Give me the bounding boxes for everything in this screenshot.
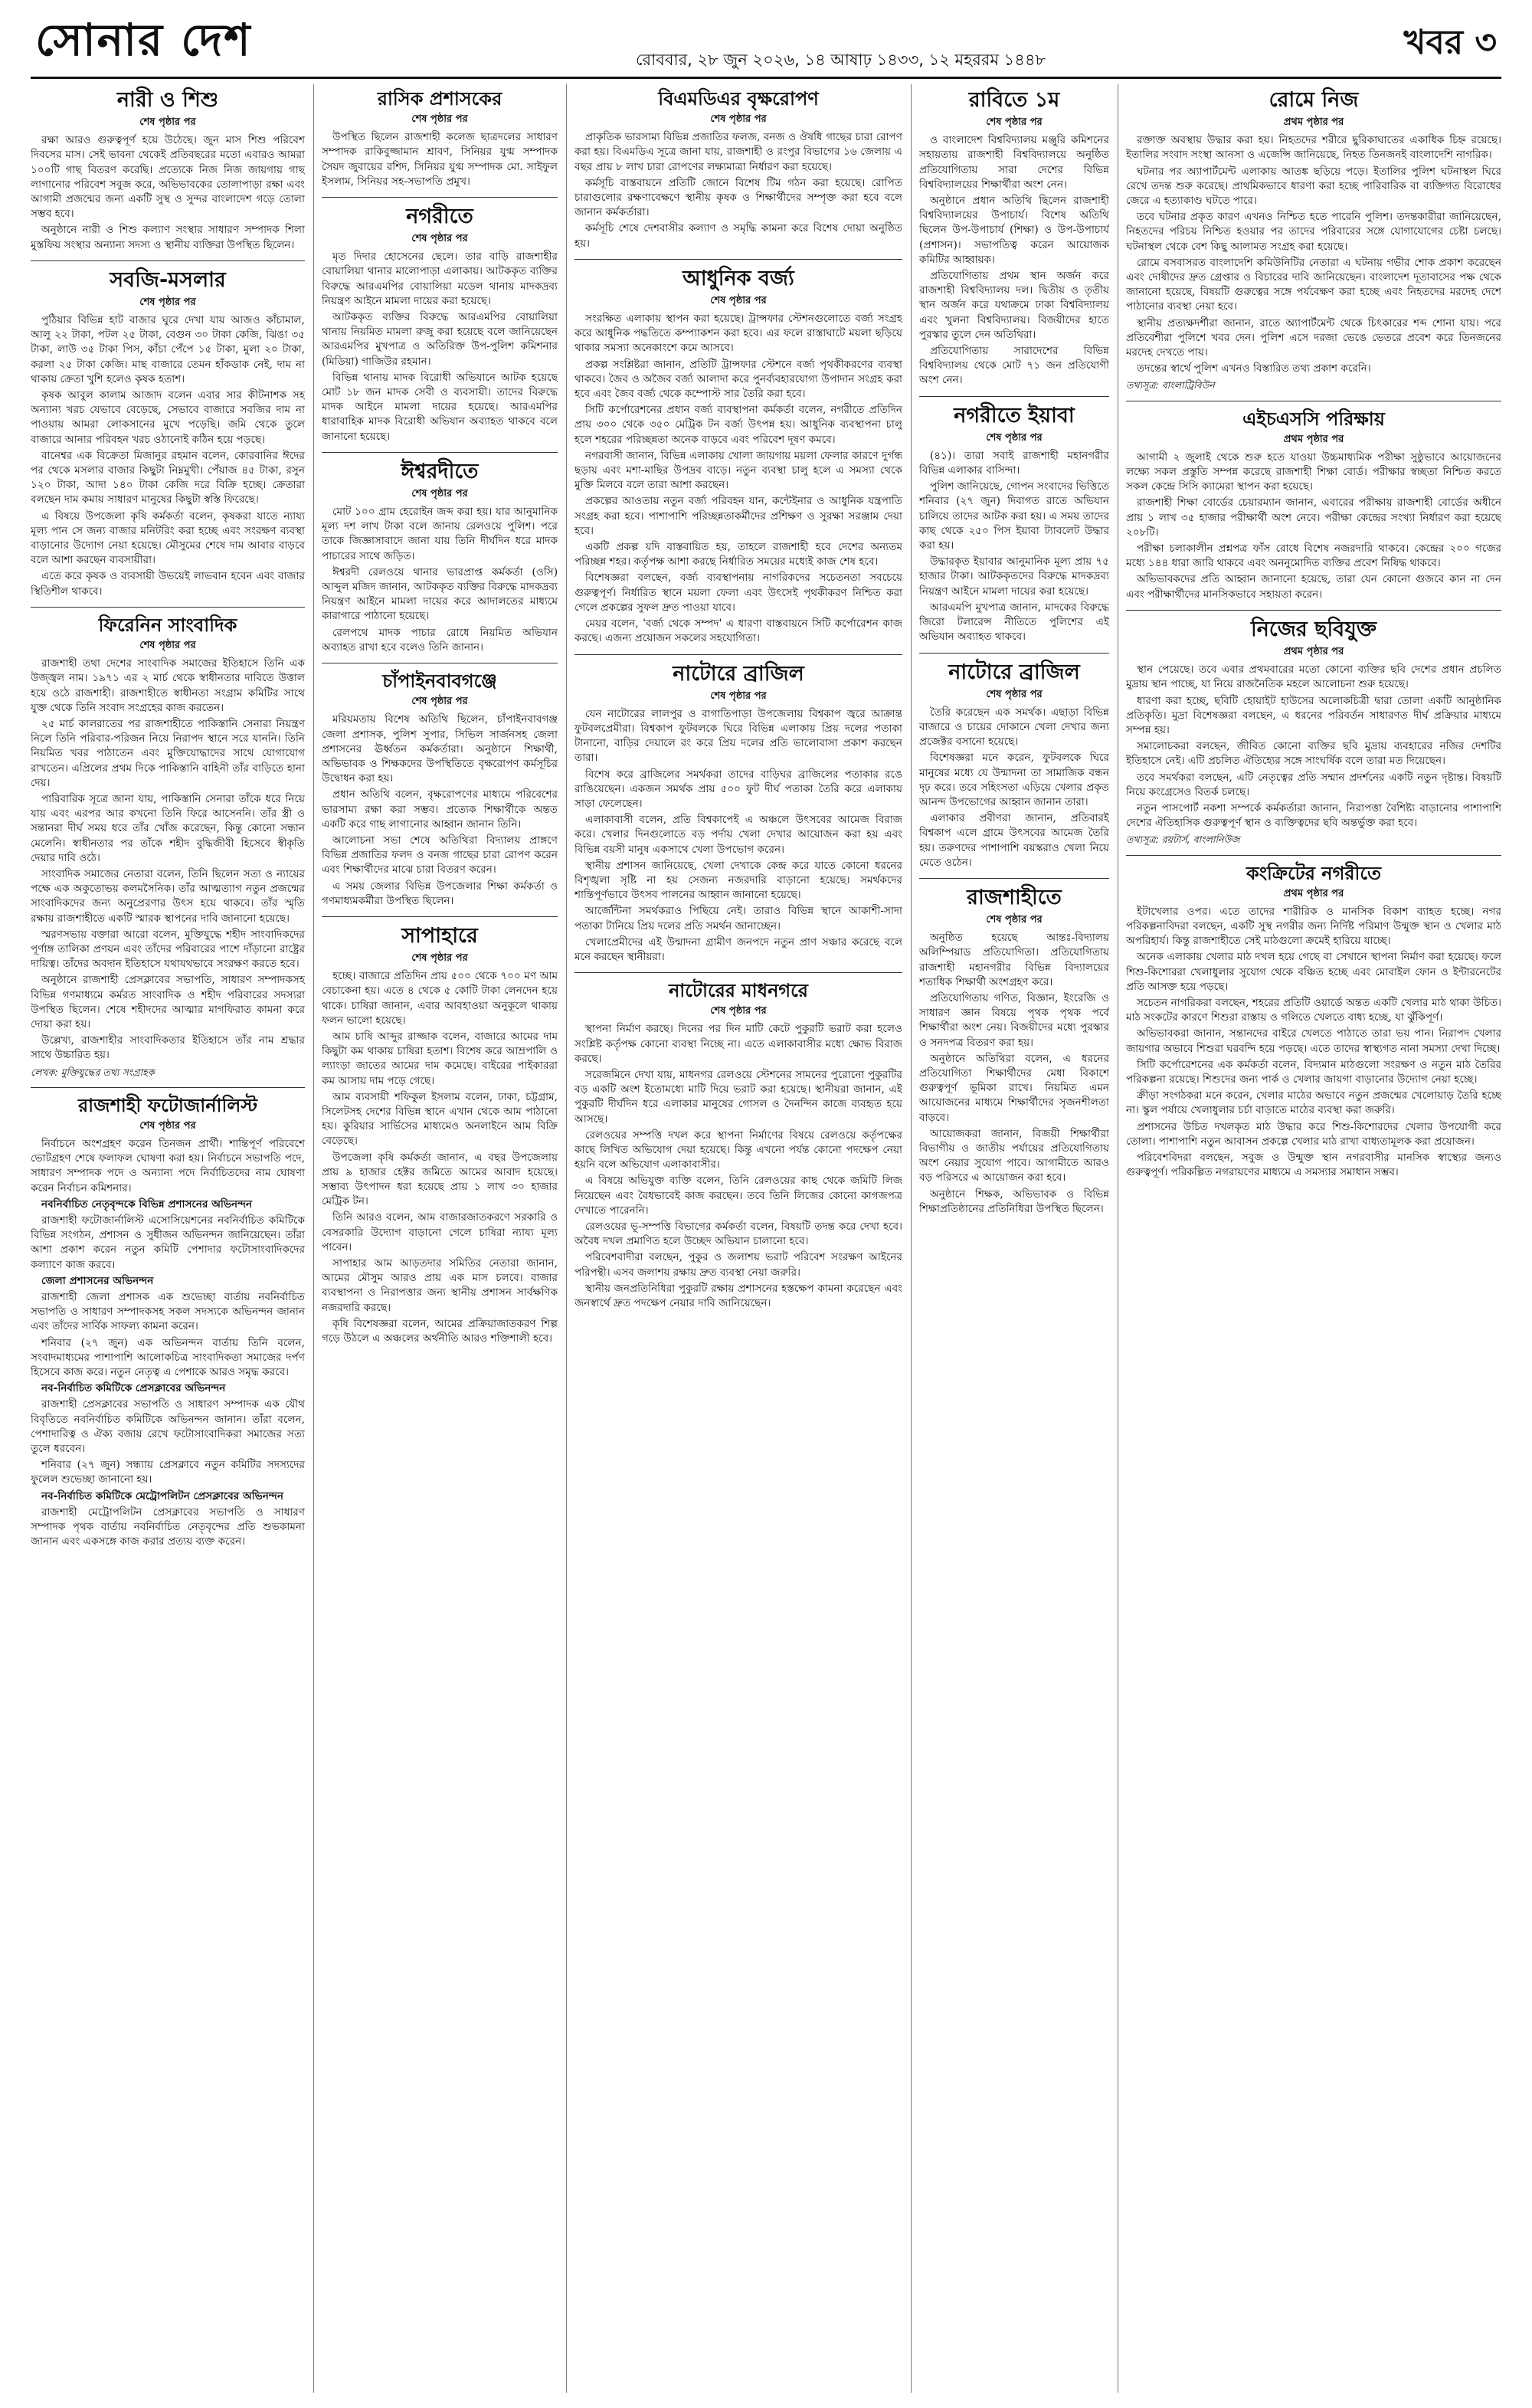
story-paragraph: আম ব্যবসায়ী শফিকুল ইসলাম বলেন, ঢাকা, চট্টগ্রাম, সিলেটসহ দেশের বিভিন্ন স্থানে এখান থেকে আম পাঠানো হয়। কুরিয়ার সার্ভিসের মাধ্যমেও অনলাইনে আম বিক্রি বেড়েছে। <box>322 1090 558 1148</box>
story-paragraph: পুঠিয়ার বিভিন্ন হাট বাজার ঘুরে দেখা যায় আজও কাঁচামাল, আলু ২২ টাকা, পটল ২৫ টাকা, বেগুন ৩০ টাকা কেজি, ঝিঙা ৩৫ টাকা, লাউ ৩৫ টাকা পিস, কাঁচা পেঁপে ১৫ টাকা, মুলা ২০ টাকা, করলা ২৫ টাকা কেজি। মাছ বাজারে তেমন হাঁকডাক নেই, দাম না থাকায় ক্রেতা খুশি হলেও কৃষক হতাশ। <box>31 314 305 385</box>
story-paragraph: নগরবাসী জানান, বিভিন্ন এলাকায় খোলা জায়গায় ময়লা ফেলার কারণে দুর্গন্ধ ছড়ায় এবং মশা-মাছির উপদ্রব বাড়ে। নতুন ব্যবস্থা চালু হলে এ সমস্যা থেকে মুক্তি মিলবে বলে তারা আশা করছেন। <box>574 449 902 492</box>
story-paragraph: (৪১)। তারা সবাই রাজশাহী মহানগরীর বিভিন্ন এলাকার বাসিন্দা। <box>919 449 1109 477</box>
story-paragraph: প্রাকৃতিক ভারসাম্য বিভিন্ন প্রজাতির ফলজ, বনজ ও ঔষধি গাছের চারা রোপণ করা হয়। বিএমডিএ সূত্রে জানা যায়, রাজশাহী ও রংপুর বিভাগের ১৬ জেলায় এ বছর প্রায় ৮ লাখ চারা রোপণের লক্ষ্যমাত্রা নির্ধারণ করা হয়েছে। <box>574 131 902 173</box>
continuation-note: শেষ পৃষ্ঠার পর <box>411 113 468 125</box>
news-story <box>322 663 558 909</box>
story-paragraph: রেলপথে মাদক পাচার রোধে নিয়মিত অভিযান অব্যাহত রাখা হবে বলেও তিনি জানান। <box>322 626 558 654</box>
story-separator <box>322 197 558 198</box>
news-story <box>322 916 558 1346</box>
story-paragraph: আরএমপি মুখপাত্র জানান, মাদকের বিরুদ্ধে জিরো টলারেন্স নীতিতে পুলিশের এই অভিযান অব্যাহত থাকবে। <box>919 601 1109 644</box>
story-paragraph: এলাকার প্রবীণরা জানান, প্রতিবারই বিশ্বকাপ এলে গ্রামে উৎসবের আমেজ তৈরি হয়। তরুণদের পাশাপাশি বয়স্করাও খেলা নিয়ে মেতে ওঠেন। <box>919 812 1109 869</box>
story-paragraph: প্রকল্প সংশ্লিষ্টরা জানান, প্রতিটি ট্রান্সফার স্টেশনে বর্জ্য পৃথকীকরণের ব্যবস্থা থাকবে। জৈব ও অজৈব বর্জ্য আলাদা করে পুনর্ব্যবহারযোগ্য উপাদান সংগ্রহ করা হবে এবং জৈব বর্জ্য থেকে কম্পোস্ট সার তৈরি করা হবে। <box>574 358 902 401</box>
news-story <box>322 452 558 655</box>
story-paragraph: শনিবার (২৭ জুন) এক অভিনন্দন বার্তায় তিনি বলেন, সংবাদমাধ্যমের পাশাপাশি আলোকচিত্র সাংবাদিকতা সমাজের দর্পণ হিসেবে কাজ করে। নতুন নেতৃত্ব এ পেশাকে আরও সমৃদ্ধ করবে। <box>31 1336 305 1379</box>
story-separator <box>1126 610 1501 611</box>
column-2 <box>322 84 558 2393</box>
story-paragraph: অনুষ্ঠানে নারী ও শিশু কল্যাণ সংস্থার সাধারণ সম্পাদক শিলা মুস্তফিয় সংস্থার অন্যান্য সদস্য ও স্থানীয় ব্যক্তিরা উপস্থিত ছিলেন। <box>31 224 305 251</box>
continuation-note: শেষ পৃষ্ঠার পর <box>139 296 196 308</box>
story-paragraph: হচ্ছে। বাজারে প্রতিদিন প্রায় ৫০০ থেকে ৭০০ মণ আম বেচাকেনা হয়। এতে ৪ থেকে ৫ কোটি টাকা লেনদেন হয়ে থাকে। চাষিরা জানান, এবার আবহাওয়া অনুকূলে থাকায় ফলন ভালো হয়েছে। <box>322 970 558 1027</box>
story-paragraph: রেলওয়ের সম্পত্তি দখল করে স্থাপনা নির্মাণের বিষয়ে রেলওয়ে কর্তৃপক্ষের কাছে লিখিত অভিযোগ দেয়া হয়েছে। কিন্তু এখনো পর্যন্ত কোনো পদক্ষেপ নেয়া হয়নি বলে অভিযোগ এলাকাবাসীর। <box>574 1129 902 1171</box>
story-separator <box>574 654 902 655</box>
story-headline: ঈশ্বরদীতে <box>401 459 479 483</box>
masthead <box>31 0 1501 79</box>
story-paragraph: রাজশাহী মেট্রোপলিটন প্রেসক্লাবের সভাপতি ও সাধারণ সম্পাদক পৃথক বার্তায় নবনির্বাচিত নেতৃবৃন্দের প্রতি শুভকামনা জানান এবং একসঙ্গে কাজ করার প্রত্যয় ব্যক্ত করেন। <box>31 1505 305 1548</box>
story-paragraph: খেলাপ্রেমীদের এই উন্মাদনা গ্রামীণ জনপদে নতুন প্রাণ সঞ্চার করেছে বলে মনে করছেন স্থানীয়রা। <box>574 935 902 963</box>
news-story <box>574 972 902 1311</box>
story-paragraph: তৈরি করেছেন এক সমর্থক। এছাড়া বিভিন্ন বাজারে ও চায়ের দোকানে খেলা দেখার জন্য প্রজেক্টর বসানো হয়েছে। <box>919 706 1109 749</box>
story-paragraph: রাজশাহী তথা দেশের সাংবাদিক সমাজের ইতিহাসে তিনি এক উজ্জ্বল নাম। ১৯৭১ এর ২ মার্চ থেকে স্বাধীনতার দাবিতে উত্তাল হয়ে ওঠে রাজশাহী। রাজশাহীতে স্বাধীনতা সংগ্রাম কমিটির সাথে যুক্ত থেকে তিনি সংবাদ সংগ্রহের কাজ করতেন। <box>31 657 305 714</box>
story-paragraph: স্থাপনা নির্মাণ করছে। দিনের পর দিন মাটি কেটে পুকুরটি ভরাট করা হলেও সংশ্লিষ্ট কর্তৃপক্ষ কোনো ব্যবস্থা নিচ্ছে না। এতে এলাকাবাসীর মধ্যে ক্ষোভ বিরাজ করছে। <box>574 1023 902 1065</box>
column-divider <box>313 84 314 2393</box>
story-paragraph: রক্তাক্ত অবস্থায় উদ্ধার করা হয়। নিহতদের শরীরে ছুরিকাঘাতের একাধিক চিহ্ন রয়েছে। ইতালির সংবাদ সংস্থা আনসা ও এজেন্সি জানিয়েছে, নিহত তিনজনই বাংলাদেশি নাগরিক। <box>1126 134 1501 162</box>
story-paragraph: আটককৃত ব্যক্তির বিরুদ্ধে আরএমপির বোয়ালিয়া থানায় নিয়মিত মামলা রুজু করা হয়েছে বলে জানিয়েছেন আরএমপির মুখপাত্র ও অতিরিক্ত উপ-পুলিশ কমিশনার (মিডিয়া) গাজিউর রহমান। <box>322 311 558 368</box>
story-paragraph: তবে ঘটনার প্রকৃত কারণ এখনও নিশ্চিত হতে পারেনি পুলিশ। তদন্তকারীরা জানিয়েছেন, নিহতদের পরিচয় নিশ্চিত হওয়ার পর তাদের পরিবারের সঙ্গে যোগাযোগের চেষ্টা চলছে। ঘটনাস্থল থেকে বেশ কিছু আলামত সংগ্রহ করা হয়েছে। <box>1126 211 1501 253</box>
story-paragraph: নতুন পাসপোর্ট নকশা সম্পর্কে কর্মকর্তারা জানান, নিরাপত্তা বৈশিষ্ট্য বাড়ানোর পাশাপাশি দেশের ঐতিহাসিক গুরুত্বপূর্ণ স্থান ও ব্যক্তিত্বদের ছবি অন্তর্ভুক্ত করা হবে। <box>1126 801 1501 830</box>
continuation-note: শেষ পৃষ্ঠার পর <box>139 116 196 128</box>
continuation-note: শেষ পৃষ্ঠার পর <box>139 639 196 651</box>
story-paragraph: পরিবেশবিদরা বলছেন, সবুজ ও উন্মুক্ত স্থান নগরবাসীর মানসিক স্বাস্থ্যের জন্যও গুরুত্বপূর্ণ। পরিকল্পিত নগরায়ণের মাধ্যমে এ সমস্যার সমাধান সম্ভব। <box>1126 1151 1501 1179</box>
story-paragraph: অনুষ্ঠানে রাজশাহী প্রেসক্লাবের সভাপতি, সাধারণ সম্পাদকসহ বিভিন্ন গণমাধ্যমে কর্মরত সাংবাদিক ও শহীদ পরিবারের সদস্যরা উপস্থিত ছিলেন। শেষে শহীদদের আত্মার মাগফিরাত কামনা করে দোয়া করা হয়। <box>31 974 305 1030</box>
story-separator <box>919 396 1109 397</box>
story-paragraph: নির্বাচনে অংশগ্রহণ করেন তিনজন প্রার্থী। শান্তিপূর্ণ পরিবেশে ভোটগ্রহণ শেষে ফলাফল ঘোষণা করা হয়। নির্বাচনে সভাপতি পদে, সাধারণ সম্পাদক পদে ও অন্যান্য পদে নির্বাচিতদের নাম ঘোষণা করেন নির্বাচন কমিশনার। <box>31 1137 305 1194</box>
story-paragraph: সংরক্ষিত এলাকায় স্থাপন করা হয়েছে। ট্রান্সফার স্টেশনগুলোতে বর্জ্য সংগ্রহ করে আধুনিক পদ্ধতিতে কম্প্যাকশন করা হবে। এর ফলে রাস্তাঘাটে ময়লা ছড়িয়ে থাকার সমস্যা অনেকাংশে কমে আসবে। <box>574 313 902 355</box>
story-paragraph: রাজশাহী ফটোজার্নালিস্ট এসোসিয়েশনের নবনির্বাচিত কমিটিকে বিভিন্ন সংগঠন, প্রশাসন ও সুধীজন অভিনন্দন জানিয়েছেন। তাঁরা আশা প্রকাশ করেন নতুন কমিটি পেশাদার ফটোসাংবাদিকদের কল্যাণে কাজ করবে। <box>31 1214 305 1271</box>
story-headline: সাপাহারে <box>401 923 478 948</box>
story-headline: কংক্রিটের নগরীতে <box>1246 862 1382 884</box>
story-paragraph: বানেশ্বর এক বিক্রেতা মিজানুর রহমান বলেন, কোরবানির ঈদের পর থেকে মসলার বাজার কিছুটা নিম্নমুখী। পেঁয়াজ ৪৫ টাকা, রসুন ১২০ টাকা, আদা ১৪০ টাকা কেজি দরে বিক্রি হচ্ছে। ক্রেতারা বলছেন দাম কমায় সাধারণ মানুষের কিছুটা স্বস্তি ফিরেছে। <box>31 449 305 506</box>
story-paragraph: এলাকাবাসী বলেন, প্রতি বিশ্বকাপেই এ অঞ্চলে উৎসবের আমেজ বিরাজ করে। খেলার দিনগুলোতে বড় পর্দায় খেলা দেখার আয়োজন করা হয় এবং বিভিন্ন বয়সী মানুষ একসাথে খেলা উপভোগ করেন। <box>574 814 902 856</box>
continuation-note: শেষ পৃষ্ঠার পর <box>411 487 468 500</box>
column-1 <box>31 84 305 2393</box>
story-paragraph: তদন্তের স্বার্থে পুলিশ এখনও বিস্তারিত তথ্য প্রকাশ করেনি। <box>1137 362 1371 375</box>
story-paragraph: কৃষক আবুল কালাম আজাদ বলেন এবার সার কীটনাশক সহ অন্যান্য খরচ যেভাবে বেড়েছে, সেভাবে বাজারে সবজির দাম না পাওয়ায় আমরা লোকসানের মুখে পড়েছি। জমি থেকে তুলে বাজারে আনার পরিবহন খরচ ওঠানোই কঠিন হয়ে পড়ছে। <box>31 389 305 446</box>
news-story <box>1126 401 1501 602</box>
news-story <box>31 1087 305 1550</box>
story-paragraph: যেন নাটোরের লালপুর ও বাগাতিপাড়া উপজেলায় বিশ্বকাপ জ্বরে আক্রান্ত ফুটবলপ্রেমীরা। বিশ্বকাপ ফুটবলকে ঘিরে বিভিন্ন এলাকায় প্রিয় দলের পতাকা টানানো, বাড়ির দেয়ালে রং করে প্রিয় দলের প্রতি ভালোবাসা প্রকাশ করছেন তারা। <box>574 707 902 765</box>
story-paragraph: উপস্থিত ছিলেন রাজশাহী কলেজ ছাত্রদলের সাধারণ সম্পাদক রাকিবুজ্জামান শ্রাবণ, সিনিয়র যুগ্ম সম্পাদক সৈয়দ জুবায়ের রশিদ, সিনিয়র যুগ্ম সম্পাদক মো. সাইফুল ইসলাম, সিনিয়র সহ-সভাপতি প্রমুখ। <box>322 131 558 188</box>
news-story <box>322 87 558 189</box>
story-headline: ফিরেনিন সাংবাদিক <box>98 614 237 636</box>
story-paragraph: অনুষ্ঠানে শিক্ষক, অভিভাবক ও বিভিন্ন শিক্ষাপ্রতিষ্ঠানের প্রতিনিধিরা উপস্থিত ছিলেন। <box>919 1188 1109 1215</box>
story-paragraph: এ সময় জেলার বিভিন্ন উপজেলার শিক্ষা কর্মকর্তা ও গণমাধ্যমকর্মীরা উপস্থিত ছিলেন। <box>322 880 558 907</box>
story-headline: আধুনিক বর্জ্য <box>683 266 794 290</box>
news-story <box>31 260 305 599</box>
newspaper-logo: সোনার দেশ <box>35 14 252 66</box>
story-paragraph: প্রধান অতিথি বলেন, বৃক্ষরোপণের মাধ্যমে পরিবেশের ভারসাম্য রক্ষা করা সম্ভব। প্রত্যেক শিক্ষার্থীকে অন্তত একটি করে গাছ লাগানোর আহ্বান জানান তিনি। <box>322 788 558 831</box>
story-paragraph: কৃষি বিশেষজ্ঞরা বলেন, আমের প্রক্রিয়াজাতকরণ শিল্প গড়ে উঠলে এ অঞ্চলের অর্থনীতি আরও শক্তিশালী হবে। <box>322 1317 558 1345</box>
story-paragraph: বিভিন্ন থানায় মাদক বিরোধী অভিযানে আটক হয়েছে মোট ১৮ জন মাদক সেবী ও ব্যবসায়ী। তাদের বিরুদ্ধে মাদক আইনে মামলা দায়ের হয়েছে। আরএমপির ধারাবাহিক মাদক বিরোধী অভিযান অব্যাহত থাকবে বলে জানানো হয়েছে। <box>322 371 558 443</box>
story-paragraph: বিশেষজ্ঞরা বলছেন, বর্জ্য ব্যবস্থাপনায় নাগরিকদের সচেতনতা সবচেয়ে গুরুত্বপূর্ণ। নির্ধারিত স্থানে ময়লা ফেলা এবং উৎসেই পৃথকীকরণ নিশ্চিত করা গেলে প্রকল্পের সুফল দ্রুত পাওয়া যাবে। <box>574 572 902 614</box>
story-subhead: জেলা প্রশাসনের অভিনন্দন <box>41 1274 154 1287</box>
story-source: তথ্যসূত্র: রয়টার্স, বাংলানিউজ <box>1126 834 1240 846</box>
story-paragraph: অনুষ্ঠিত হয়েছে আন্তঃ-বিদ্যালয় অলিম্পিয়াড প্রতিযোগিতা। প্রতিযোগিতায় রাজশাহী মহানগরীর বিভিন্ন বিদ্যালয়ের শতাধিক শিক্ষার্থী অংশগ্রহণ করে। <box>919 932 1109 988</box>
story-paragraph: প্রতিযোগিতায় প্রথম স্থান অর্জন করে রাজশাহী বিশ্ববিদ্যালয় দল। দ্বিতীয় ও তৃতীয় স্থান অর্জন করে যথাক্রমে ঢাকা বিশ্ববিদ্যালয় এবং খুলনা বিশ্ববিদ্যালয়। বিজয়ীদের হাতে পুরস্কার তুলে দেন অতিথিরা। <box>919 270 1109 341</box>
story-paragraph: সাংবাদিক সমাজের নেতারা বলেন, তিনি ছিলেন সত্য ও ন্যায়ের পক্ষে এক অকুতোভয় কলমসৈনিক। তাঁর আত্মত্যাগ নতুন প্রজন্মের সাংবাদিকদের জন্য অনুপ্রেরণার উৎস হয়ে থাকবে। তাঁর স্মৃতি রক্ষায় রাজশাহীতে একটি স্মারক স্থাপনের দাবি জানানো হয়েছে। <box>31 867 305 925</box>
story-paragraph: ইটাখেলার ওপর। এতে তাদের শারীরিক ও মানসিক বিকাশ ব্যাহত হচ্ছে। নগর পরিকল্পনাবিদরা বলছেন, একটি সুস্থ নগরীর জন্য নির্দিষ্ট পরিমাণ উন্মুক্ত স্থান ও খেলার মাঠ অপরিহার্য। কিন্তু রাজশাহীতে সেই মাঠগুলো ক্রমেই হারিয়ে যাচ্ছে। <box>1126 905 1501 948</box>
story-subhead: নবনির্বাচিত নেতৃবৃন্দকে বিভিন্ন প্রশাসনের অভিনন্দন <box>41 1197 253 1211</box>
news-story <box>1126 855 1501 1181</box>
story-headline: নাটোরে ব্রাজিল <box>673 661 804 686</box>
story-paragraph: অভিভাবকদের প্রতি আহ্বান জানানো হয়েছে, তারা যেন কোনো গুজবে কান না দেন এবং পরীক্ষার্থীদের মানসিকভাবে সহায়তা করেন। <box>1126 573 1501 601</box>
story-paragraph: বিশেষজ্ঞরা মনে করেন, ফুটবলকে ঘিরে মানুষের মধ্যে যে উন্মাদনা তা সামাজিক বন্ধন দৃঢ় করে। তবে সহিংসতা এড়িয়ে খেলার প্রকৃত আনন্দ উপভোগের আহ্বান জানান তারা। <box>919 752 1109 808</box>
news-story <box>1126 87 1501 393</box>
story-paragraph: পরীক্ষা চলাকালীন প্রশ্নপত্র ফাঁস রোধে বিশেষ নজরদারি থাকবে। কেন্দ্রের ২০০ গজের মধ্যে ১৪৪ ধারা জারি থাকবে এবং অননুমোদিত ব্যক্তির প্রবেশ নিষিদ্ধ থাকবে। <box>1126 542 1501 570</box>
continuation-note: প্রথম পৃষ্ঠার পর <box>1283 433 1344 445</box>
story-headline: নাটোরে ব্রাজিল <box>948 660 1080 684</box>
story-paragraph: ঘটনার পর অ্যাপার্টমেন্ট এলাকায় আতঙ্ক ছড়িয়ে পড়ে। ইতালির পুলিশ ঘটনাস্থল ঘিরে রেখে তদন্ত শুরু করেছে। প্রাথমিকভাবে ধারণা করা হচ্ছে পারিবারিক বা ব্যক্তিগত বিরোধের জেরে এ হত্যাকাণ্ড ঘটতে পারে। <box>1126 165 1501 208</box>
story-paragraph: ঈশ্বরদী রেলওয়ে থানার ভারপ্রাপ্ত কর্মকর্তা (ওসি) আব্দুল মজিদ জানান, আটককৃত ব্যক্তির বিরুদ্ধে মাদকদ্রব্য নিয়ন্ত্রণ আইনে মামলা দায়ের করে আদালতের মাধ্যমে কারাগারে পাঠানো হয়েছে। <box>322 565 558 623</box>
story-paragraph: এতে করে কৃষক ও ব্যবসায়ী উভয়েই লাভবান হবেন এবং বাজার স্থিতিশীল থাকবে। <box>31 570 305 598</box>
story-headline: রাবিতে ১ম <box>968 88 1060 112</box>
story-paragraph: কর্মসূচি শেষে দেশবাসীর কল্যাণ ও সমৃদ্ধি কামনা করে বিশেষ দোয়া অনুষ্ঠিত হয়। <box>574 222 902 250</box>
story-separator <box>574 259 902 260</box>
news-story <box>31 87 305 253</box>
news-story <box>574 87 902 251</box>
story-headline: রাজশাহী ফটোজার্নালিস্ট <box>77 1094 258 1116</box>
story-paragraph: তিনি আরও বলেন, আম বাজারজাতকরণে সরকারি ও বেসরকারি উদ্যোগ বাড়ানো গেলে চাষিরা ন্যায্য মূল্য পাবেন। <box>322 1211 558 1253</box>
story-paragraph: আর্জেন্টিনা সমর্থকরাও পিছিয়ে নেই। তারাও বিভিন্ন স্থানে আকাশী-সাদা পতাকা টানিয়ে প্রিয় দলের প্রতি সমর্থন জানাচ্ছেন। <box>574 905 902 932</box>
continuation-note: প্রথম পৃষ্ঠার পর <box>1283 116 1344 128</box>
story-paragraph: ও বাংলাদেশ বিশ্ববিদ্যালয় মঞ্জুরি কমিশনের সহায়তায় রাজশাহী বিশ্ববিদ্যালয়ে অনুষ্ঠিত প্রতিযোগিতায় সারা দেশের বিভিন্ন বিশ্ববিদ্যালয়ের শিক্ষার্থীরা অংশ নেন। <box>919 134 1109 191</box>
story-paragraph: পারিবারিক সূত্রে জানা যায়, পাকিস্তানি সেনারা তাঁকে ধরে নিয়ে যায় এবং এরপর আর কখনো তিনি ফিরে আসেননি। তাঁর স্ত্রী ও সন্তানরা দীর্ঘ সময় ধরে তাঁর খোঁজ করেছেন, কিন্তু কোনো সন্ধান মেলেনি। স্বাধীনতার পর তাঁকে শহীদ বুদ্ধিজীবী হিসেবে স্বীকৃতি দেয়ার দাবি ওঠে। <box>31 792 305 864</box>
story-paragraph: স্থানীয় প্রশাসন জানিয়েছে, খেলা দেখাকে কেন্দ্র করে যাতে কোনো ধরনের বিশৃঙ্খলা সৃষ্টি না হয় সেজন্য নজরদারি বাড়ানো হয়েছে। সমর্থকদের শান্তিপূর্ণভাবে উৎসব পালনের আহ্বান জানানো হয়েছে। <box>574 859 902 902</box>
story-headline: এইচএসসি পরিক্ষায় <box>1242 408 1385 430</box>
story-paragraph: উদ্ধারকৃত ইয়াবার আনুমানিক মূল্য প্রায় ৭৫ হাজার টাকা। আটককৃতদের বিরুদ্ধে মাদকদ্রব্য নিয়ন্ত্রণ আইনে মামলা দায়ের করা হয়েছে। <box>919 555 1109 598</box>
story-paragraph: প্রতিযোগিতায় সারাদেশের বিভিন্ন বিশ্ববিদ্যালয় থেকে মোট ৭১ জন প্রতিযোগী অংশ নেন। <box>919 345 1109 387</box>
news-story <box>574 259 902 647</box>
news-story <box>919 878 1109 1217</box>
continuation-note: প্রথম পৃষ্ঠার পর <box>1283 645 1344 657</box>
story-paragraph: ২৫ মার্চ কালরাতের পর রাজশাহীতে পাকিস্তানি সেনারা নিয়ন্ত্রণ নিলে তিনি পরিবার-পরিজন নিয়ে নিরাপদ স্থানে সরে যাননি। তিনি নিয়মিত খবর পাঠাতেন এবং মুক্তিযোদ্ধাদের সাথে যোগাযোগ রাখতেন। এপ্রিলের প্রথম দিকে পাকিস্তানি বাহিনী তাঁর বাড়িতে হানা দেয়। <box>31 717 305 789</box>
story-paragraph: পুলিশ জানিয়েছে, গোপন সংবাদের ভিত্তিতে শনিবার (২৭ জুন) দিবাগত রাতে অভিযান চালিয়ে তাদের আটক করা হয়। এ সময় তাদের কাছ থেকে ২৫০ পিস ইয়াবা ট্যাবলেট উদ্ধার করা হয়। <box>919 480 1109 552</box>
story-paragraph: অভিভাবকরা জানান, সন্তানদের বাইরে খেলতে পাঠাতে তারা ভয় পান। নিরাপদ খেলার জায়গার অভাবে শিশুরা ঘরবন্দি হয়ে পড়ছে। এতে তাদের স্বাস্থ্যগত নানা সমস্যা দেখা দিচ্ছে। <box>1126 1027 1501 1055</box>
story-paragraph: ধারণা করা হচ্ছে, ছবিটি হোয়াইট হাউসের অলোকচিত্রী দ্বারা তোলা একটি আনুষ্ঠানিক প্রতিকৃতি। মুদ্রা বিশেষজ্ঞরা বলছেন, এ ধরনের পরিবর্তন সাধারণত দীর্ঘ প্রক্রিয়ার মাধ্যমে সম্পন্ন হয়। <box>1126 694 1501 736</box>
continuation-note: শেষ পৃষ্ঠার পর <box>411 696 468 708</box>
story-headline: নগরীতে ইয়াবা <box>954 403 1075 428</box>
story-headline: নগরীতে <box>406 205 473 229</box>
story-paragraph: মৃত দিদার হোসেনের ছেলে। তার বাড়ি রাজশাহীর বোয়ালিয়া থানার মালোপাড়া এলাকায়। আটককৃত ব্যক্তির বিরুদ্ধে আরএমপির বোয়ালিয়া মডেল থানায় মাদকদ্রব্য নিয়ন্ত্রণ আইনে মামলা দায়ের করা হয়েছে। <box>322 251 558 307</box>
story-paragraph: স্থানীয় জনপ্রতিনিধিরা পুকুরটি রক্ষায় প্রশাসনের হস্তক্ষেপ কামনা করেছেন এবং জনস্বার্থে দ্রুত পদক্ষেপ নেয়ার দাবি জানিয়েছেন। <box>574 1282 902 1310</box>
story-headline: রাজশাহীতে <box>967 885 1062 909</box>
story-separator <box>919 878 1109 879</box>
continuation-note: শেষ পৃষ্ঠার পর <box>411 952 468 964</box>
story-separator <box>1126 855 1501 856</box>
story-separator <box>322 916 558 917</box>
story-paragraph: তবে সমর্থকরা বলছেন, এটি নেতৃত্বের প্রতি সম্মান প্রদর্শনের একটি নতুন দৃষ্টান্ত। বিষয়টি নিয়ে কংগ্রেসেও বিতর্ক চলছে। <box>1126 771 1501 798</box>
story-paragraph: রেলওয়ের ভূ-সম্পত্তি বিভাগের কর্মকর্তা বলেন, বিষয়টি তদন্ত করে দেখা হবে। অবৈধ দখল প্রমাণিত হলে উচ্ছেদ অভিযান চালানো হবে। <box>574 1220 902 1248</box>
story-headline: নাটোরের মাধনগরে <box>668 980 808 1002</box>
story-paragraph: কর্মসূচি বাস্তবায়নে প্রতিটি জোনে বিশেষ টিম গঠন করা হয়েছে। রোপিত চারাগুলোর রক্ষণাবেক্ষণে স্থানীয় কৃষক ও শিক্ষার্থীদের সম্পৃক্ত করা হবে বলে জানান কর্মকর্তারা। <box>574 176 902 219</box>
story-paragraph: সাপাহার আম আড়তদার সমিতির নেতারা জানান, আমের মৌসুম আরও প্রায় এক মাস চলবে। বাজার ব্যবস্থাপনা ও নিরাপত্তার জন্য স্থানীয় প্রশাসন সার্বক্ষণিক নজরদারি করছে। <box>322 1257 558 1314</box>
story-paragraph: রক্ষা আরও গুরুত্বপূর্ণ হয়ে উঠেছে। জুন মাস শিশু পরিবেশ দিবসের মাস। সেই ভাবনা থেকেই প্রতিবছরের মতো এবারও আমরা ১০০টি গাছ বিতরণ করেছি। প্রত্যেকে নিজ নিজ জায়গায় গাছ লাগানোর পরিবেশ সবুজ করে, অভিভাবকের তোলাপাড়া রক্ষা এবং আগামী প্রজন্মের জন্য একটি সুস্থ ও সুন্দর বাংলাদেশ গড়ে তোলা সম্ভব হবে। <box>31 134 305 221</box>
story-paragraph: প্রকল্পের আওতায় নতুন বর্জ্য পরিবহন যান, কন্টেইনার ও আধুনিক যন্ত্রপাতি সংগ্রহ করা হবে। পাশাপাশি পরিচ্ছন্নতাকর্মীদের প্রশিক্ষণ ও সুরক্ষা সরঞ্জাম দেয়া হবে। <box>574 495 902 537</box>
news-story <box>919 653 1109 870</box>
continuation-note: শেষ পৃষ্ঠার পর <box>139 1119 196 1132</box>
story-paragraph: উল্লেখ্য, রাজশাহীর সাংবাদিকতার ইতিহাসে তাঁর নাম শ্রদ্ধার সাথে উচ্চারিত হয়। <box>31 1034 305 1062</box>
continuation-note: শেষ পৃষ্ঠার পর <box>710 1005 767 1017</box>
continuation-note: শেষ পৃষ্ঠার পর <box>710 294 767 306</box>
story-separator <box>574 972 902 973</box>
story-separator <box>31 260 305 261</box>
story-paragraph: একটি প্রকল্প যদি বাস্তবায়িত হয়, তাহলে রাজশাহী হবে দেশের অন্যতম পরিচ্ছন্ন শহর। কর্তৃপক্ষ আশা করছে নির্ধারিত সময়ের মধ্যেই কাজ শেষ হবে। <box>574 541 902 568</box>
story-headline: চাঁপাইনবাবগঞ্জে <box>382 670 497 693</box>
continuation-note: শেষ পৃষ্ঠার পর <box>986 688 1043 700</box>
story-paragraph: সরেজমিনে দেখা যায়, মাধনগর রেলওয়ে স্টেশনের সামনের পুরোনো পুকুরটির বড় একটি অংশ ইতোমধ্যে মাটি দিয়ে ভরাট করা হয়েছে। স্থানীয়রা জানান, এই পুকুরটি দীর্ঘদিন ধরে এলাকার মানুষের গোসল ও দৈনন্দিন কাজে ব্যবহৃত হয়ে আসছে। <box>574 1068 902 1125</box>
story-paragraph: উপজেলা কৃষি কর্মকর্তা জানান, এ বছর উপজেলায় প্রায় ৯ হাজার হেক্টর জমিতে আমের আবাদ হয়েছে। সম্ভাব্য উৎপাদন ধরা হয়েছে প্রায় ১ লাখ ৩০ হাজার মেট্রিক টন। <box>322 1151 558 1208</box>
story-separator <box>31 1087 305 1088</box>
column-5 <box>1126 84 1501 2393</box>
continuation-note: শেষ পৃষ্ঠার পর <box>986 116 1043 128</box>
news-story <box>31 607 305 1080</box>
story-headline: নিজের ছবিযুক্ত <box>1251 617 1377 641</box>
news-story <box>574 654 902 965</box>
story-paragraph: অনেক এলাকায় খেলার মাঠ দখল হয়ে গেছে বা সেখানে স্থাপনা নির্মাণ করা হয়েছে। ফলে শিশু-কিশোররা খেলাধুলার সুযোগ থেকে বঞ্চিত হচ্ছে এবং মোবাইল ফোন ও ইন্টারনেটের প্রতি আসক্ত হয়ে পড়ছে। <box>1126 951 1501 993</box>
story-paragraph: আয়োজকরা জানান, বিজয়ী শিক্ষার্থীরা বিভাগীয় ও জাতীয় পর্যায়ের প্রতিযোগিতায় অংশ নেয়ার সুযোগ পাবে। আগামীতে আরও বড় পরিসরে এ আয়োজন করা হবে। <box>919 1127 1109 1184</box>
story-headline: নারী ও শিশু <box>116 88 219 112</box>
story-source: লেখক: মুক্তিযুদ্ধের তথ্য সংগ্রাহক <box>31 1066 155 1078</box>
story-headline: রাসিক প্রশাসকের <box>377 88 502 110</box>
story-paragraph: শনিবার (২৭ জুন) সন্ধ্যায় প্রেসক্লাবে নতুন কমিটির সদস্যদের ফুলেল শুভেচ্ছা জানানো হয়। <box>31 1459 305 1486</box>
dateline: রোববার, ২৮ জুন ২০২৬, ১৪ আষাঢ় ১৪৩৩, ১২ মহররম ১৪৪৮ <box>636 51 1046 69</box>
continuation-note: শেষ পৃষ্ঠার পর <box>986 431 1043 444</box>
news-story <box>322 197 558 444</box>
story-paragraph: মরিয়মতায় বিশেষ অতিথি ছিলেন, চাঁপাইনবাবগঞ্জ জেলা প্রশাসক, পুলিশ সুপার, সিভিল সার্জনসহ জেলা প্রশাসনের ঊর্ধ্বতন কর্মকর্তারা। অনুষ্ঠানে শিক্ষার্থী, অভিভাবক ও শিক্ষকদের উপস্থিতিতে বৃক্ষরোপণ কর্মসূচির উদ্বোধন করা হয়। <box>322 713 558 785</box>
story-paragraph: বিশেষ করে ব্রাজিলের সমর্থকরা তাদের বাড়িঘর ব্রাজিলের পতাকার রঙে রাঙিয়েছেন। একজন সমর্থক প্রায় ৫০০ ফুট দীর্ঘ পতাকা তৈরি করে এলাকায় সাড়া ফেলেছেন। <box>574 768 902 810</box>
story-paragraph: পরিবেশবাদীরা বলছেন, পুকুর ও জলাশয় ভরাট পরিবেশ সংরক্ষণ আইনের পরিপন্থী। এসব জলাশয় রক্ষায় দ্রুত ব্যবস্থা নেয়া জরুরি। <box>574 1251 902 1279</box>
story-paragraph: সিটি কর্পোরেশনের প্রধান বর্জ্য ব্যবস্থাপনা কর্মকর্তা বলেন, নগরীতে প্রতিদিন প্রায় ৩০০ থেকে ৩৫০ মেট্রিক টন বর্জ্য উৎপন্ন হয়। আধুনিক ব্যবস্থাপনা চালু হলে শহরের পরিচ্ছন্নতা অনেক বাড়বে এবং পরিবেশ দূষণ কমবে। <box>574 404 902 446</box>
continuation-note: শেষ পৃষ্ঠার পর <box>710 113 767 125</box>
story-paragraph: স্থান পেয়েছে। তবে এবার প্রথমবারের মতো কোনো ব্যক্তির ছবি দেশের প্রধান প্রচলিত মুদ্রায় স্থান পাচ্ছে, যা নিয়ে রাজনৈতিক মহলে আলোচনা শুরু হয়েছে। <box>1126 663 1501 691</box>
story-subhead: নব-নির্বাচিত কমিটিকে মেট্রোপলিটন প্রেসক্লাবের অভিনন্দন <box>41 1489 283 1502</box>
news-story <box>1126 610 1501 847</box>
story-paragraph: অনুষ্ঠানে প্রধান অতিথি ছিলেন রাজশাহী বিশ্ববিদ্যালয়ের উপাচার্য। বিশেষ অতিথি ছিলেন উপ-উপাচার্য (শিক্ষা) ও উপ-উপাচার্য (প্রশাসন)। সভাপতিত্ব করেন আয়োজক কমিটির আহ্বায়ক। <box>919 195 1109 266</box>
story-paragraph: রাজশাহী প্রেসক্লাবের সভাপতি ও সাধারণ সম্পাদক এক যৌথ বিবৃতিতে নবনির্বাচিত কমিটিকে অভিনন্দন জানান। তাঁরা বলেন, পেশাদারিত্ব ও ঐক্য বজায় রেখে ফটোসাংবাদিকরা সমাজের সত্য তুলে ধরবেন। <box>31 1398 305 1456</box>
continuation-note: শেষ পৃষ্ঠার পর <box>986 913 1043 926</box>
story-paragraph: সিটি কর্পোরেশনের এক কর্মকর্তা বলেন, বিদ্যমান মাঠগুলো সংরক্ষণ ও নতুন মাঠ তৈরির পরিকল্পনা রয়েছে। শিশুদের জন্য পার্ক ও খেলার জায়গা বাড়ানোর উদ্যোগ নেয়া হচ্ছে। <box>1126 1058 1501 1086</box>
story-paragraph: স্মরণসভায় বক্তারা আরো বলেন, মুক্তিযুদ্ধে শহীদ সাংবাদিকদের পূর্ণাঙ্গ তালিকা প্রণয়ন এবং তাঁদের পরিবারের পাশে দাঁড়ানো রাষ্ট্রের দায়িত্ব। তাঁদের অবদান ইতিহাসে যথাযথভাবে সংরক্ষণ করতে হবে। <box>31 928 305 971</box>
story-paragraph: এ বিষয়ে উপজেলা কৃষি কর্মকর্তা বলেন, কৃষকরা যাতে ন্যায্য মূল্য পান সে জন্য বাজার মনিটরিং করা হচ্ছে এবং সংরক্ষণ ব্যবস্থা বাড়ানোর উদ্যোগ নেয়া হয়েছে। মৌসুমের শেষে দাম আবার বাড়বে বলে আশা করছেন ব্যবসায়ীরা। <box>31 509 305 567</box>
continuation-note: শেষ পৃষ্ঠার পর <box>411 233 468 245</box>
story-paragraph: মেয়র বলেন, 'বর্জ্য থেকে সম্পদ' এ ধারণা বাস্তবায়নে সিটি কর্পোরেশন কাজ করছে। এজন্য প্রয়োজন সকলের সহযোগিতা। <box>574 618 902 645</box>
story-paragraph: সচেতন নাগরিকরা বলছেন, শহরের প্রতিটি ওয়ার্ডে অন্তত একটি খেলার মাঠ থাকা উচিত। মাঠ সংকটের কারণে শিশুরা রাস্তায় ও গলিতে খেলতে বাধ্য হচ্ছে, যা ঝুঁকিপূর্ণ। <box>1126 996 1501 1024</box>
continuation-note: প্রথম পৃষ্ঠার পর <box>1283 887 1344 899</box>
story-paragraph: মোট ১০০ গ্রাম হেরোইন জব্দ করা হয়। যার আনুমানিক মূল্য দশ লাখ টাকা বলে জানায় রেলওয়ে পুলিশ। পরে তাকে জিজ্ঞাসাবাদে জানা যায় তিনি দীর্ঘদিন ধরে মাদক পাচারের সাথে জড়িত। <box>322 506 558 562</box>
column-divider <box>566 84 567 2393</box>
story-separator <box>322 452 558 453</box>
story-paragraph: প্রশাসনের উচিত দখলকৃত মাঠ উদ্ধার করে শিশু-কিশোরদের খেলার উপযোগী করে তোলা। পাশাপাশি নতুন আবাসন প্রকল্পে খেলার মাঠ রাখা বাধ্যতামূলক করা প্রয়োজন। <box>1126 1120 1501 1148</box>
section-page-label: খবর ৩ <box>1403 23 1497 62</box>
news-story <box>919 87 1109 388</box>
story-paragraph: আম চাষি আব্দুর রাজ্জাক বলেন, বাজারে আমের দাম কিছুটা কম থাকায় চাষিরা হতাশ। বিশেষ করে আম্রপালি ও ল্যাংড়া জাতের আমের দাম কমেছে। বাইরের পাইকাররা কম আসায় দাম পড়ে গেছে। <box>322 1030 558 1087</box>
news-story <box>919 396 1109 645</box>
story-paragraph: আগামী ২ জুলাই থেকে শুরু হতে যাওয়া উচ্চমাধ্যমিক পরীক্ষা সুষ্ঠুভাবে আয়োজনের লক্ষ্যে সকল প্রস্তুতি সম্পন্ন করেছে রাজশাহী শিক্ষা বোর্ড। পরীক্ষার স্বচ্ছতা নিশ্চিত করতে সকল কেন্দ্রে সিসি ক্যামেরা স্থাপন করা হয়েছে। <box>1126 450 1501 493</box>
column-divider <box>911 84 912 2393</box>
story-separator <box>31 607 305 608</box>
story-paragraph: রাজশাহী শিক্ষা বোর্ডের চেয়ারম্যান জানান, এবারের পরীক্ষায় রাজশাহী বোর্ডের অধীনে প্রায় ১ লাখ ৩৫ হাজার পরীক্ষার্থী অংশ নেবে। পরীক্ষা কেন্দ্রের সংখ্যা নির্ধারণ করা হয়েছে ২০৮টি। <box>1126 496 1501 539</box>
story-paragraph: সমালোচকরা বলছেন, জীবিত কোনো ব্যক্তির ছবি মুদ্রায় ব্যবহারের নজির দেশটির ইতিহাসে নেই। এটি প্রচলিত ঐতিহ্যের সঙ্গে সাংঘর্ষিক বলে তারা মত দিয়েছেন। <box>1126 740 1501 768</box>
story-separator <box>919 653 1109 654</box>
story-paragraph: ক্রীড়া সংগঠকরা মনে করেন, খেলার মাঠের অভাবে নতুন প্রজন্মের খেলোয়াড় তৈরি হচ্ছে না। স্কুল পর্যায়ে খেলাধুলার চর্চা বাড়াতে মাঠের ব্যবস্থা করা জরুরি। <box>1126 1089 1501 1117</box>
story-paragraph: স্থানীয় প্রত্যক্ষদর্শীরা জানান, রাতে অ্যাপার্টমেন্ট থেকে চিৎকারের শব্দ শোনা যায়। পরে প্রতিবেশীরা পুলিশে খবর দেন। পুলিশ এসে দরজা ভেঙে ভেতরে প্রবেশ করে তিনজনের মরদেহ দেখতে পায়। <box>1126 316 1501 359</box>
story-headline: রোমে নিজ <box>1268 88 1359 112</box>
story-subhead: নব-নির্বাচিত কমিটিকে প্রেসক্লাবের অভিনন্দন <box>41 1382 226 1395</box>
story-paragraph: রোমে বসবাসরত বাংলাদেশি কমিউনিটির নেতারা এ ঘটনায় গভীর শোক প্রকাশ করেছেন এবং দোষীদের দ্রুত গ্রেপ্তার ও বিচারের দাবি জানিয়েছেন। বাংলাদেশ দূতাবাসের পক্ষ থেকে জানানো হয়েছে, বিষয়টি গুরুত্বের সঙ্গে পর্যবেক্ষণ করা হচ্ছে এবং নিহতদের মরদেহ দেশে পাঠানোর ব্যবস্থা নেয়া হবে। <box>1126 256 1501 313</box>
story-source: তথ্যসূত্র: বাংলাট্রিবিউন <box>1126 379 1215 392</box>
story-headline: বিএমডিএর বৃক্ষরোপণ <box>658 88 819 110</box>
story-headline: সবজি-মসলার <box>110 267 226 292</box>
story-paragraph: এ বিষয়ে অভিযুক্ত ব্যক্তি বলেন, তিনি রেলওয়ের কাছ থেকে জমিটি লিজ নিয়েছেন এবং বৈধভাবেই কাজ করছেন। তবে তিনি লিজের কোনো কাগজপত্র দেখাতে পারেননি। <box>574 1175 902 1217</box>
story-paragraph: রাজশাহী জেলা প্রশাসক এক শুভেচ্ছা বার্তায় নবনির্বাচিত সভাপতি ও সাধারণ সম্পাদকসহ সকল সদস্যকে অভিনন্দন জানান এবং তাঁদের সার্বিক সাফল্য কামনা করেন। <box>31 1291 305 1333</box>
story-paragraph: প্রতিযোগিতায় গণিত, বিজ্ঞান, ইংরেজি ও সাধারণ জ্ঞান বিষয়ে পৃথক পৃথক পর্বে শিক্ষার্থীরা অংশ নেয়। বিজয়ীদের মধ্যে পুরস্কার ও সনদপত্র বিতরণ করা হয়। <box>919 991 1109 1049</box>
story-paragraph: অনুষ্ঠানে অতিথিরা বলেন, এ ধরনের প্রতিযোগিতা শিক্ষার্থীদের মেধা বিকাশে গুরুত্বপূর্ণ ভূমিকা রাখে। নিয়মিত এমন আয়োজনের মাধ্যমে শিক্ষার্থীদের সৃজনশীলতা বাড়বে। <box>919 1052 1109 1124</box>
continuation-note: শেষ পৃষ্ঠার পর <box>710 690 767 702</box>
story-paragraph: আলোচনা সভা শেষে অতিথিরা বিদ্যালয় প্রাঙ্গণে বিভিন্ন প্রজাতির ফলদ ও বনজ গাছের চারা রোপণ করেন এবং শিক্ষার্থীদের মাঝে চারা বিতরণ করেন। <box>322 834 558 876</box>
column-3 <box>574 84 902 2393</box>
column-4 <box>919 84 1109 2393</box>
